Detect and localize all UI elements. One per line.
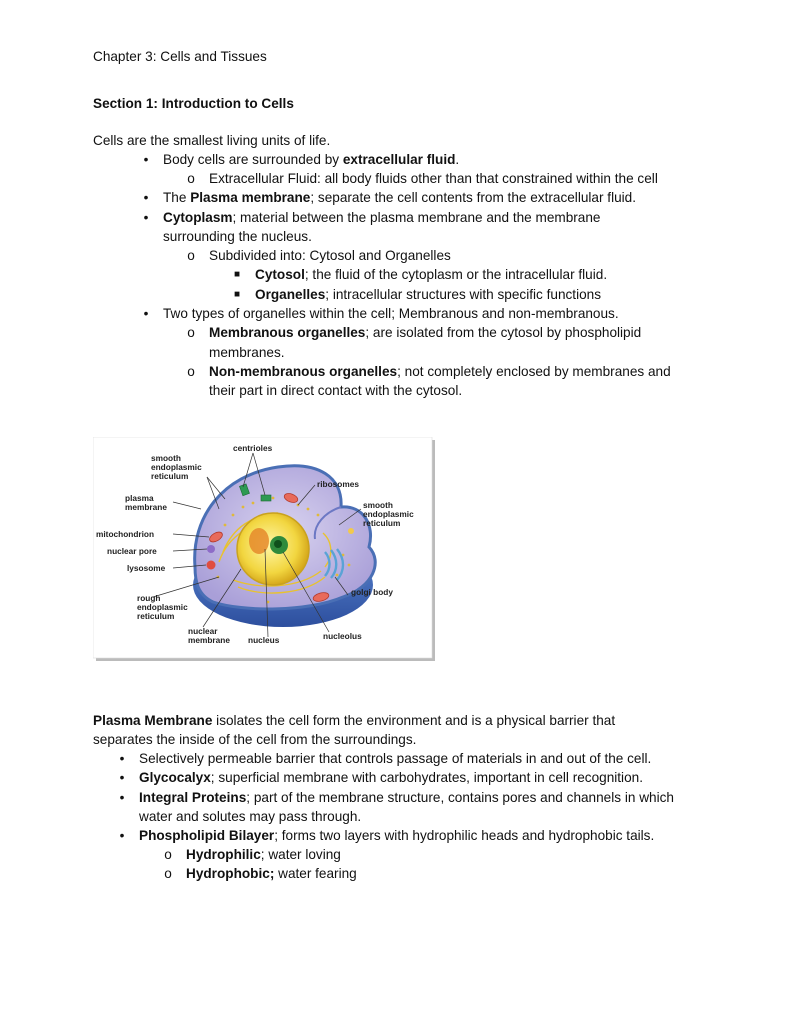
list-item: Membranous organelles; are isolated from the cytosol by phospholipid (209, 325, 642, 340)
bullet-circle: o (187, 248, 195, 263)
bullet-circle: o (164, 847, 172, 862)
label-nuclear-pore: nuclear pore (107, 546, 157, 556)
list-item: Glycocalyx; superficial membrane with carbohydrates, important in cell recognition. (139, 770, 643, 785)
bullet-disc: • (119, 828, 125, 843)
label-golgi-body: golgi body (351, 587, 393, 597)
bullet-disc: • (143, 306, 149, 321)
svg-text:reticulum: reticulum (137, 611, 175, 621)
list-item: Body cells are surrounded by extracellular fluid. (163, 152, 460, 167)
list-item-continuation: their part in direct contact with the cytosol. (209, 383, 463, 398)
chapter-title: Chapter 3: Cells and Tissues (93, 49, 267, 64)
svg-text:membrane: membrane (188, 635, 230, 645)
cell-diagram (93, 437, 436, 662)
label-lysosome: lysosome (127, 563, 166, 573)
list-item: Subdivided into: Cytosol and Organelles (209, 248, 451, 263)
svg-text:endoplasmic: endoplasmic (151, 462, 202, 472)
lysosome-shape (207, 561, 216, 570)
bullet-disc: • (143, 210, 149, 225)
list-item-continuation: surrounding the nucleus. (163, 229, 312, 244)
label-nucleolus: nucleolus (323, 631, 362, 641)
intro-text: Cells are the smallest living units of life. (93, 133, 331, 148)
svg-text:endoplasmic: endoplasmic (363, 509, 414, 519)
list-item: Hydrophobic; water fearing (186, 866, 357, 881)
svg-text:reticulum: reticulum (151, 471, 189, 481)
plasma-intro: Plasma Membrane isolates the cell form the environment and is a physical barrier that (93, 713, 616, 728)
bullet-disc: • (119, 770, 125, 785)
list-item: Cytosol; the fluid of the cytoplasm or the intracellular fluid. (255, 267, 608, 282)
list-item: Integral Proteins; part of the membrane structure, contains pores and channels in which (139, 790, 674, 805)
bullet-disc: • (119, 790, 125, 805)
label-centrioles: centrioles (233, 443, 273, 453)
label-rough-er: rough (137, 593, 161, 603)
label-plasma-membrane: plasma (125, 493, 154, 503)
list-item: Phospholipid Bilayer; forms two layers with hydrophilic heads and hydrophobic tails. (139, 828, 655, 843)
label-nucleus: nucleus (248, 635, 280, 645)
list-item: The Plasma membrane; separate the cell contents from the extracellular fluid. (163, 190, 637, 205)
bullet-disc: • (119, 751, 125, 766)
list-item: Two types of organelles within the cell; Membranous and non-membranous. (163, 306, 619, 321)
bullet-square: ■ (233, 289, 241, 300)
list-item: Organelles; intracellular structures with specific functions (255, 287, 602, 302)
label-nuclear-membrane: nuclear (188, 626, 218, 636)
nucleus (237, 513, 309, 585)
list-item: Selectively permeable barrier that controls passage of materials in and out of the cell. (139, 751, 652, 766)
bullet-disc: • (143, 152, 149, 167)
list-item-continuation: water and solutes may pass through. (139, 809, 362, 824)
bullet-circle: o (187, 171, 195, 186)
bullet-circle: o (187, 364, 195, 379)
svg-text:membrane: membrane (125, 502, 167, 512)
list-item: Cytoplasm; material between the plasma membrane and the membrane (163, 210, 601, 225)
bullet-square: ■ (233, 269, 241, 280)
label-smooth-er: smooth (151, 453, 181, 463)
bullet-circle: o (164, 866, 172, 881)
plasma-intro-continuation: separates the inside of the cell from the surroundings. (93, 732, 417, 747)
list-item: Extracellular Fluid: all body fluids other than that constrained within the cell (209, 171, 658, 186)
svg-text:reticulum: reticulum (363, 518, 401, 528)
list-item: Hydrophilic; water loving (186, 847, 341, 862)
svg-text:endoplasmic: endoplasmic (137, 602, 188, 612)
section-title: Section 1: Introduction to Cells (93, 96, 294, 111)
list-item: Non-membranous organelles; not completely enclosed by membranes and (209, 364, 671, 379)
nuclear-pore-shape (207, 545, 215, 553)
list-item-continuation: membranes. (209, 345, 285, 360)
bullet-circle: o (187, 325, 195, 340)
label-ribosomes: ribosomes (317, 479, 359, 489)
label-mitochondrion: mitochondrion (96, 529, 155, 539)
label-smooth-er-right: smooth (363, 500, 393, 510)
bullet-disc: • (143, 190, 149, 205)
